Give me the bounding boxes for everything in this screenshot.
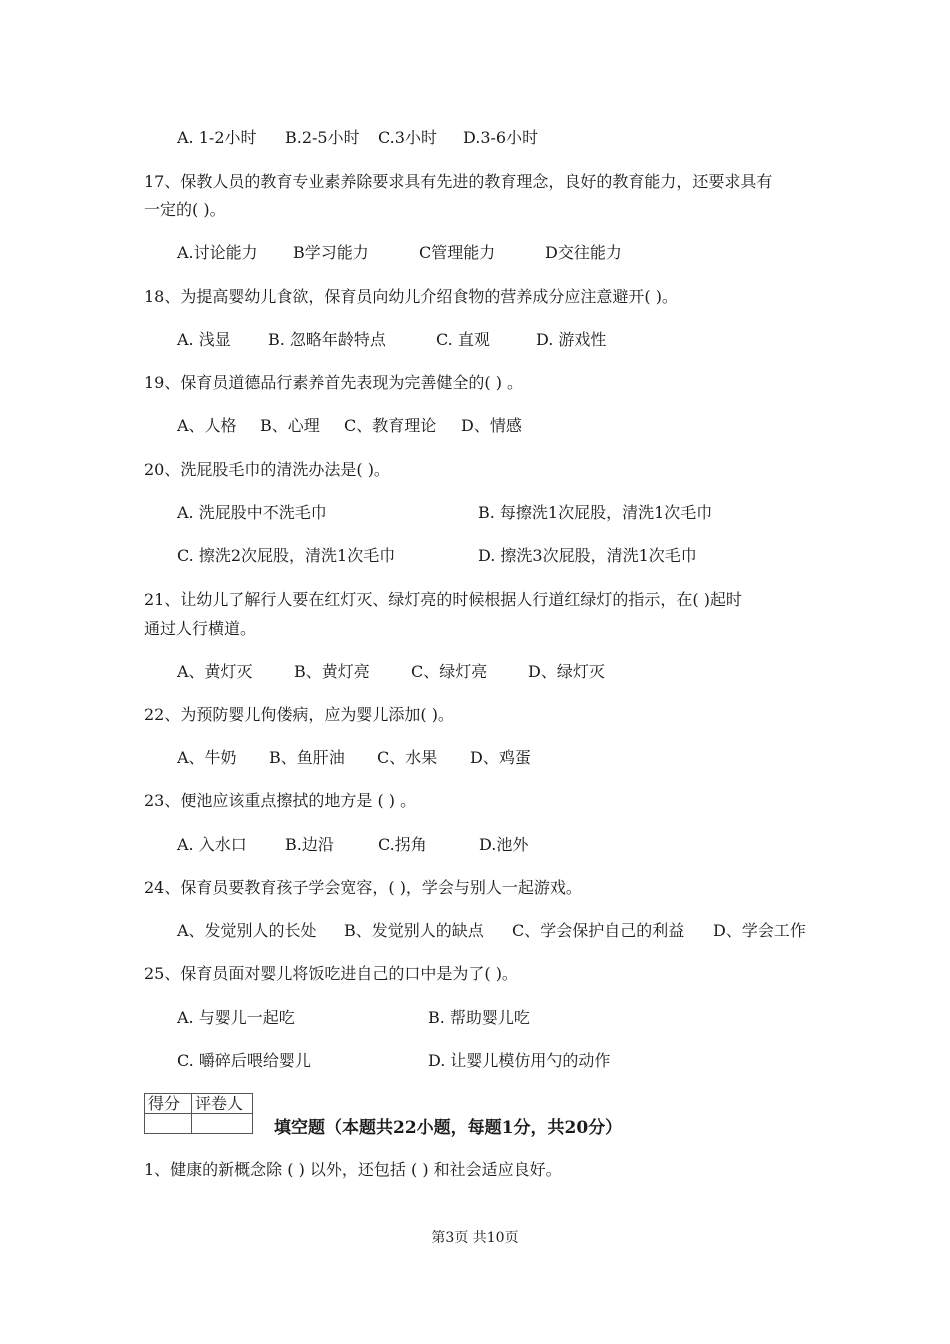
q21-option-c: C、绿灯亮	[411, 662, 488, 681]
q21-text-line1: 21、让幼儿了解行人要在红灯灭、绿灯亮的时候根据人行道红绿灯的指示，在( )起时	[144, 590, 742, 609]
q24-text: 24、保育员要教育孩子学会宽容，( )，学会与别人一起游戏。	[144, 878, 582, 897]
q21-option-d: D、绿灯灭	[528, 662, 605, 681]
score-box	[144, 1093, 253, 1134]
q22-option-d: D、鸡蛋	[470, 748, 531, 767]
q23-text: 23、便池应该重点擦拭的地方是 ( ) 。	[144, 791, 417, 810]
q23-option-b: B.边沿	[285, 835, 334, 854]
q22-options	[177, 748, 531, 768]
q16-option-d: D.3-6小时	[463, 128, 539, 147]
grader-label: 评卷人	[192, 1094, 253, 1114]
q18-text: 18、为提高婴幼儿食欲，保育员向幼儿介绍食物的营养成分应注意避开( )。	[144, 287, 678, 306]
page-footer: 第3页 共10页	[431, 1230, 519, 1246]
q18-option-b: B. 忽略年龄特点	[268, 330, 386, 349]
q16-option-a: A. 1-2小时	[177, 128, 257, 147]
fill1-text: 1、健康的新概念除 ( ) 以外，还包括 ( ) 和社会适应良好。	[144, 1160, 562, 1179]
q19-text: 19、保育员道德品行素养首先表现为完善健全的( ) 。	[144, 373, 524, 392]
q18-option-c: C. 直观	[436, 330, 490, 349]
q25-option-a: A. 与婴儿一起吃	[177, 1008, 295, 1027]
q16-option-c: C.3小时	[378, 128, 437, 147]
q19-option-c: C、教育理论	[344, 416, 437, 435]
q17-option-c: C管理能力	[419, 243, 496, 262]
q17-option-d: D交往能力	[545, 243, 622, 262]
q22-text: 22、为预防婴儿佝偻病，应为婴儿添加( )。	[144, 705, 454, 724]
q23-options	[177, 835, 528, 855]
q18-option-d: D. 游戏性	[536, 330, 607, 349]
q19-option-a: A、人格	[177, 416, 237, 435]
q22-option-a: A、牛奶	[177, 748, 237, 767]
q25-option-d: D. 让婴儿模仿用勺的动作	[428, 1051, 611, 1070]
q17-option-a: A.讨论能力	[177, 243, 258, 262]
q21-text-line2: 通过人行横道。	[144, 619, 257, 638]
q20-option-b: B. 每擦洗1次屁股，清洗1次毛巾	[478, 503, 713, 522]
q22-option-c: C、水果	[377, 748, 438, 767]
q22-option-b: B、鱼肝油	[269, 748, 345, 767]
q19-options	[177, 416, 522, 436]
q18-option-a: A. 浅显	[177, 330, 231, 349]
q25-option-c: C. 嚼碎后喂给婴儿	[177, 1051, 311, 1070]
q19-option-b: B、心理	[260, 416, 320, 435]
q21-options	[177, 662, 605, 682]
q24-option-b: B、发觉别人的缺点	[344, 921, 484, 940]
q23-option-d: D.池外	[479, 835, 529, 854]
q16-options	[177, 128, 538, 148]
q20-option-c: C. 擦洗2次屁股，清洗1次毛巾	[177, 546, 396, 565]
q24-option-c: C、学会保护自己的利益	[512, 921, 685, 940]
section-title: 填空题（本题共22小题，每题1分，共20分）	[274, 1118, 623, 1138]
q21-option-a: A、黄灯灭	[177, 662, 253, 681]
q20-option-a: A. 洗屁股中不洗毛巾	[177, 503, 327, 522]
q17-text-line1: 17、保教人员的教育专业素养除要求具有先进的教育理念，良好的教育能力，还要求具有	[144, 172, 773, 191]
q16-option-b: B.2-5小时	[285, 128, 360, 147]
q25-option-b: B. 帮助婴儿吃	[428, 1008, 530, 1027]
q21-option-b: B、黄灯亮	[294, 662, 370, 681]
q18-options	[177, 330, 606, 350]
q19-option-d: D、情感	[461, 416, 522, 435]
q17-options	[177, 243, 622, 263]
grader-cell[interactable]	[192, 1114, 253, 1134]
q17-text-line2: 一定的( )。	[144, 200, 226, 219]
q20-option-d: D. 擦洗3次屁股，清洗1次毛巾	[478, 546, 697, 565]
q23-option-c: C.拐角	[378, 835, 427, 854]
q24-option-d: D、学会工作	[713, 921, 806, 940]
score-cell[interactable]	[145, 1114, 192, 1134]
q24-option-a: A、发觉别人的长处	[177, 921, 317, 940]
q25-text: 25、保育员面对婴儿将饭吃进自己的口中是为了( )。	[144, 964, 518, 983]
score-label: 得分	[145, 1094, 192, 1114]
q17-option-b: B学习能力	[293, 243, 369, 262]
q20-text: 20、洗屁股毛巾的清洗办法是( )。	[144, 460, 390, 479]
q23-option-a: A. 入水口	[177, 835, 247, 854]
q24-options	[177, 921, 806, 941]
